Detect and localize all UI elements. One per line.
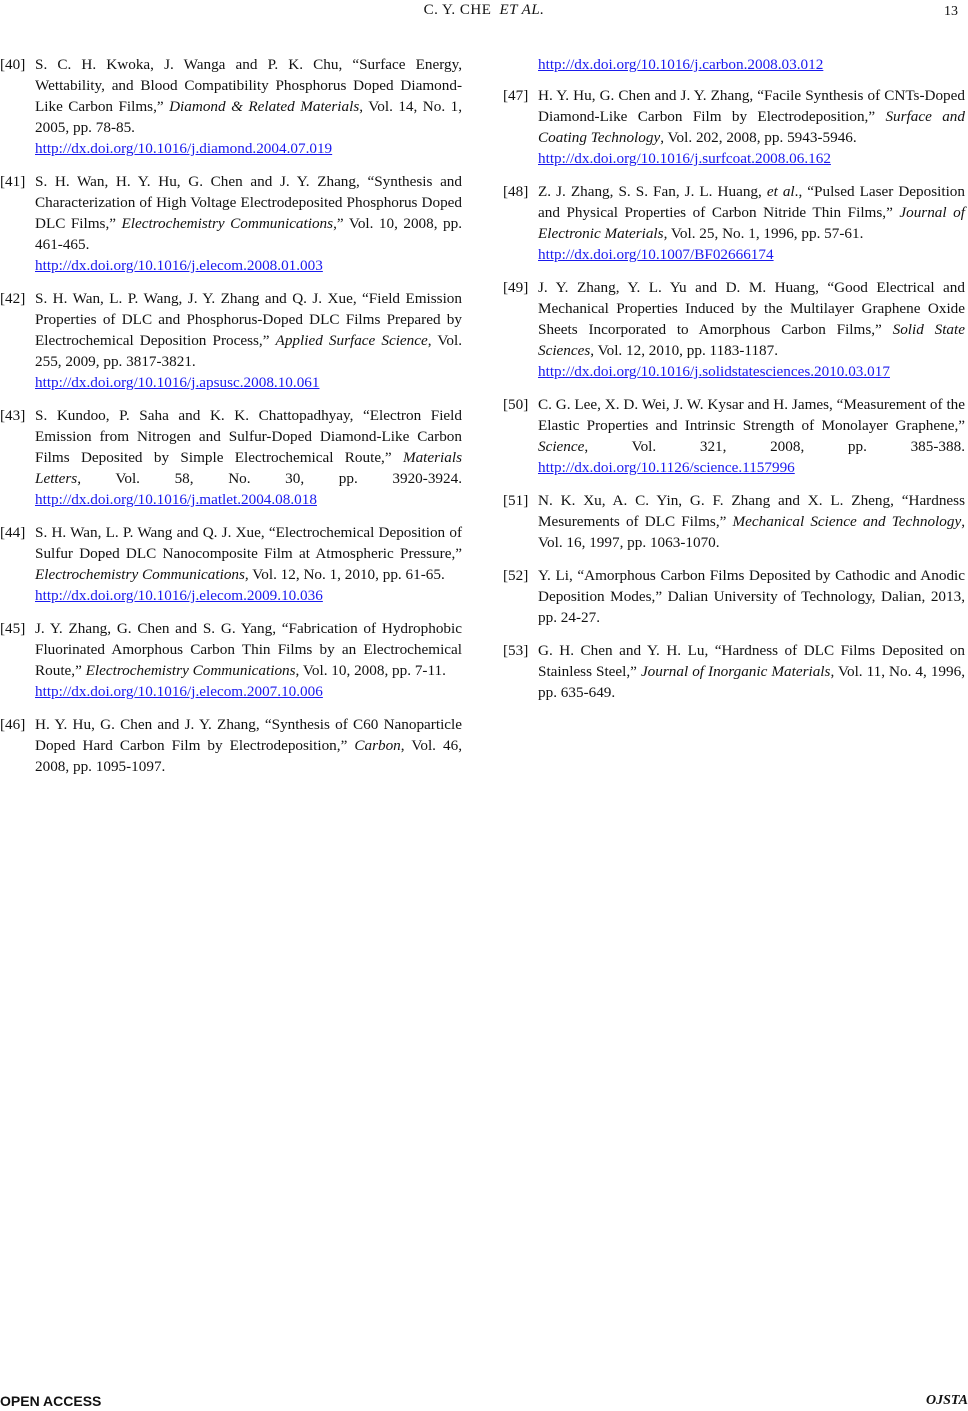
header-etal: ET AL. — [499, 2, 545, 18]
reference-item — [503, 181, 965, 265]
reference-doi-link[interactable]: http://dx.doi.org/10.1016/j.elecom.2008.01.003 — [35, 257, 323, 274]
reference-text — [538, 565, 965, 628]
reference-text — [538, 85, 965, 169]
reference-text — [538, 490, 965, 553]
reference-authors-title: J. Y. Zhang, Y. L. Yu and D. M. Huang, “Good Electrical and Mechanical Properties Induced by the Multilayer Graphene Oxide Sheets Incorporated to Amorphous Carbon Films,” — [538, 279, 965, 338]
reference-text — [538, 394, 965, 478]
references-left-column — [0, 54, 462, 789]
reference-number: [53] — [503, 642, 529, 659]
reference-authors-title: C. G. Lee, X. D. Wei, J. W. Kysar and H. James, “Measurement of the Elastic Properties and Intrinsic Strength of Monolayer Graphene,” — [538, 396, 965, 434]
reference-authors-title: S. H. Wan, H. Y. Hu, G. Chen and J. Y. Zhang, “Synthesis and Characterization of High Voltage Electrodeposited Phosphorus Doped DLC Films,” — [35, 173, 462, 232]
reference-doi-link[interactable]: http://dx.doi.org/10.1007/BF02666174 — [538, 246, 774, 263]
reference-item — [0, 618, 462, 702]
reference-text — [35, 714, 462, 777]
reference-doi-link[interactable]: http://dx.doi.org/10.1016/j.matlet.2004.08.018 — [35, 491, 317, 508]
reference-authors-title: J. Y. Zhang, G. Chen and S. G. Yang, “Fabrication of Hydrophobic Fluorinated Amorphous Carbon Thin Films by an Electrochemical Route,” — [35, 620, 462, 679]
reference-authors-title: S. Kundoo, P. Saha and K. K. Chattopadhyay, “Electron Field Emission from Nitrogen and Sulfur-Doped Diamond-Like Carbon Films Deposited by Simple Electrochemical Route,” — [35, 407, 462, 466]
reference-item — [0, 522, 462, 606]
reference-number: [47] — [503, 87, 529, 104]
reference-text — [35, 171, 462, 276]
reference-authors-title: Y. Li, “Amorphous Carbon Films Deposited by Cathodic and Anodic Deposition Modes,” Dalian University of Technology, Dalian, 2013, pp. 24-27. — [538, 567, 965, 626]
reference-item — [0, 288, 462, 393]
reference-item — [503, 277, 965, 382]
reference-authors-title: G. H. Chen and Y. H. Lu, “Hardness of DLC Films Deposited on Stainless Steel,” — [538, 642, 965, 680]
reference-authors-title: S. H. Wan, L. P. Wang and Q. J. Xue, “Electrochemical Deposition of Sulfur Doped DLC Nanocomposite Film at Atmospheric Pressure,” — [35, 524, 462, 562]
reference-details: ,” Vol. 10, 2008, pp. 461-465. — [35, 215, 462, 253]
reference-text — [538, 54, 965, 75]
reference-journal: Solid State Sciences — [538, 321, 965, 359]
reference-journal: Diamond & Related Materials — [169, 98, 360, 115]
reference-doi-link[interactable]: http://dx.doi.org/10.1016/j.carbon.2008.03.012 — [538, 56, 824, 73]
reference-doi-link[interactable]: http://dx.doi.org/10.1016/j.surfcoat.2008.06.162 — [538, 150, 831, 167]
reference-number: [51] — [503, 492, 529, 509]
reference-authors-title: H. Y. Hu, G. Chen and J. Y. Zhang, “Synthesis of C60 Nanoparticle Doped Hard Carbon Film by Electrodeposition,” — [35, 716, 462, 754]
reference-authors-title: H. Y. Hu, G. Chen and J. Y. Zhang, “Facile Synthesis of CNTs-Doped Diamond-Like Carbon Film by Electrodeposition,” — [538, 87, 965, 125]
reference-item — [503, 394, 965, 478]
footer-open-access: OPEN ACCESS — [0, 1393, 102, 1409]
footer-journal: OJSTA — [925, 1393, 968, 1408]
reference-text — [538, 640, 965, 703]
reference-item — [0, 171, 462, 276]
reference-journal: Carbon — [354, 737, 401, 754]
reference-journal: Journal of Inorganic Materials — [640, 663, 831, 680]
reference-number: [44] — [0, 524, 26, 541]
reference-details: , Vol. 14, No. 1, 2005, pp. 78-85. — [35, 98, 462, 136]
reference-details: , Vol. 46, 2008, pp. 1095-1097. — [35, 737, 462, 775]
reference-doi-link[interactable]: http://dx.doi.org/10.1016/j.elecom.2007.10.006 — [35, 683, 323, 700]
reference-doi-link[interactable]: http://dx.doi.org/10.1016/j.apsusc.2008.10.061 — [35, 374, 320, 391]
reference-journal: Electrochemistry Communications — [85, 662, 296, 679]
reference-journal: Electrochemistry Communications — [35, 566, 245, 583]
reference-authors-title: S. H. Wan, L. P. Wang, J. Y. Zhang and Q. J. Xue, “Field Emission Properties of DLC and Phosphorus-Doped DLC Films Prepared by Electrochemical Deposition Process,” — [35, 290, 462, 349]
reference-item — [503, 85, 965, 169]
reference-item — [503, 565, 965, 628]
reference-text — [538, 181, 965, 265]
reference-details: , Vol. 12, No. 1, 2010, pp. 61-65. — [244, 566, 445, 583]
reference-title: ., “Pulsed Laser Deposition and Physical Properties of Carbon Nitride Thin Films,” — [538, 183, 965, 221]
reference-journal: Applied Surface Science — [275, 332, 428, 349]
reference-number: [42] — [0, 290, 26, 307]
reference-item — [0, 405, 462, 510]
reference-doi-link[interactable]: http://dx.doi.org/10.1016/j.solidstatesciences.2010.03.017 — [538, 363, 890, 380]
reference-journal: Electrochemistry Communications — [121, 215, 334, 232]
reference-authors-title: S. C. H. Kwoka, J. Wanga and P. K. Chu, “Surface Energy, Wettability, and Blood Compatibility Phosphorus Doped Diamond-Like Carbon Films,” — [35, 56, 462, 115]
reference-number: [48] — [503, 183, 529, 200]
reference-journal: Materials Letters — [35, 449, 462, 487]
reference-doi-link[interactable]: http://dx.doi.org/10.1016/j.elecom.2009.10.036 — [35, 587, 323, 604]
reference-details: , Vol. 58, No. 30, pp. 3920-3924. — [77, 470, 462, 487]
reference-details: , Vol. 16, 1997, pp. 1063-1070. — [538, 513, 965, 551]
reference-journal: Surface and Coating Technology — [538, 108, 965, 146]
reference-details: , Vol. 12, 2010, pp. 1183-1187. — [590, 342, 779, 359]
reference-text — [35, 522, 462, 606]
reference-item — [0, 54, 462, 159]
reference-text — [35, 288, 462, 393]
reference-number: [43] — [0, 407, 26, 424]
reference-etal: et al — [766, 183, 795, 200]
header-author: C. Y. CHE — [423, 2, 492, 18]
reference-authors-title: N. K. Xu, A. C. Yin, G. F. Zhang and X. L. Zheng, “Hardness Mesurements of DLC Films,” — [538, 492, 965, 530]
reference-number: [41] — [0, 173, 26, 190]
reference-text — [538, 277, 965, 382]
reference-text — [35, 54, 462, 159]
reference-details: , Vol. 202, 2008, pp. 5943-5946. — [660, 129, 857, 146]
page-number: 13 — [944, 4, 958, 19]
reference-journal: Science — [538, 438, 585, 455]
reference-doi-link[interactable]: http://dx.doi.org/10.1126/science.1157996 — [538, 459, 795, 476]
reference-details: , Vol. 25, No. 1, 1996, pp. 57-61. — [663, 225, 864, 242]
reference-item — [0, 714, 462, 777]
reference-number: [40] — [0, 56, 26, 73]
reference-number: [50] — [503, 396, 529, 413]
reference-authors-title: Z. J. Zhang, S. S. Fan, J. L. Huang, — [538, 183, 767, 200]
reference-journal: Journal of Electronic Materials — [538, 204, 965, 242]
references-right-column — [503, 54, 965, 715]
reference-number: [45] — [0, 620, 26, 637]
reference-journal: Mechanical Science and Technology — [732, 513, 962, 530]
reference-item — [538, 54, 965, 75]
reference-item — [503, 640, 965, 703]
reference-number: [46] — [0, 716, 26, 733]
reference-text — [35, 618, 462, 702]
reference-details: , Vol. 10, 2008, pp. 7-11. — [295, 662, 446, 679]
running-header — [0, 2, 968, 19]
reference-number: [52] — [503, 567, 529, 584]
reference-number: [49] — [503, 279, 529, 296]
reference-details: , Vol. 11, No. 4, 1996, pp. 635-649. — [538, 663, 965, 701]
reference-item — [503, 490, 965, 553]
reference-details: , Vol. 321, 2008, pp. 385-388. — [584, 438, 965, 455]
reference-details: , Vol. 255, 2009, pp. 3817-3821. — [35, 332, 462, 370]
reference-text — [35, 405, 462, 510]
reference-doi-link[interactable]: http://dx.doi.org/10.1016/j.diamond.2004.07.019 — [35, 140, 333, 157]
